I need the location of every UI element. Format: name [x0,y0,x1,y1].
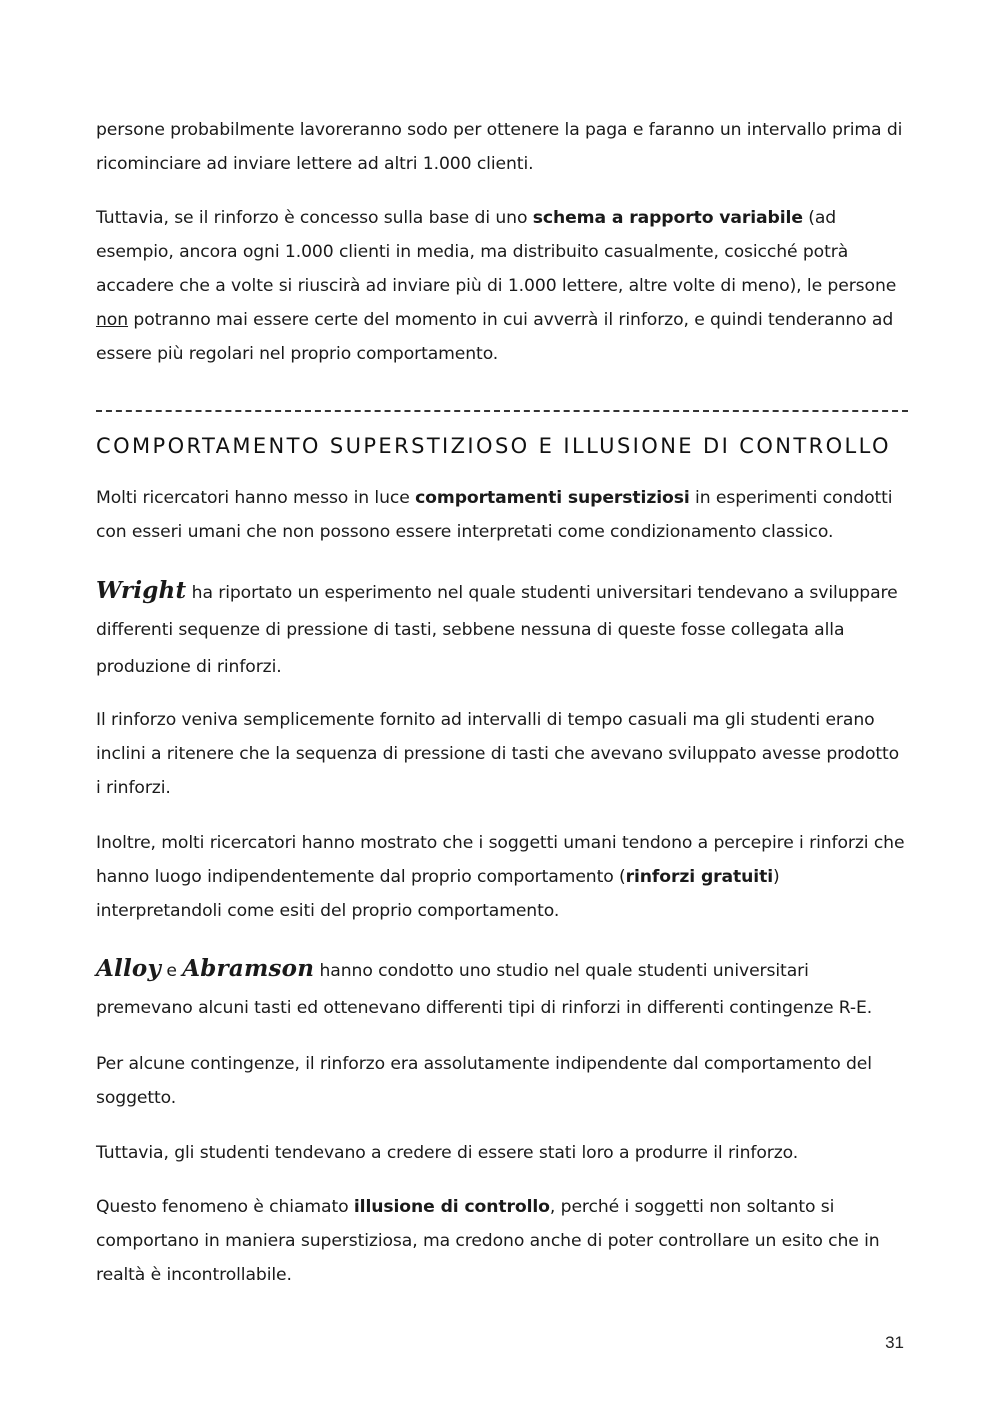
text: persone probabilmente lavoreranno sodo per ottenere la paga e faranno un intervallo prima di ricominciare ad inviare lettere ad altri 1.000 clienti. [96,120,903,174]
paragraph-variable-ratio [96,201,908,371]
underlined-word: non [96,310,129,330]
dashed-divider [96,410,908,412]
text: , perché i soggetti non soltanto si comportano in maniera superstiziosa, ma credono anche di poter controllare un esito che in realtà è incontrollabile. [96,1197,880,1285]
text: (ad esempio, ancora ogni 1.000 clienti in media, ma distribuito casualmente, cosicché potrà accadere che a volte si riuscirà ad inviare più di 1.000 lettere, altre volte di meno), le persone [96,208,897,296]
paragraph-students-belief [96,1136,908,1170]
text: Inoltre, molti ricercatori hanno mostrato che i soggetti umani tendono a percepire i rinforzi che hanno luogo indipendentemente dal proprio comportamento ( [96,833,905,887]
paragraph-contingencies [96,1047,908,1115]
text: ) interpretandoli come esiti del proprio comportamento. [96,867,780,921]
text: hanno condotto uno studio nel quale studenti universitari premevano alcuni tasti ed ottenevano differenti tipi di rinforzi in differenti contingenze R-E. [96,961,873,1018]
author-name: Wright [96,577,187,604]
paragraph-reinforcement [96,703,908,805]
paragraph-intro [96,113,908,181]
text: Questo fenomeno è chiamato [96,1197,354,1217]
page-number: 31 [885,1333,904,1352]
text: potranno mai essere certe del momento in cui avverrà il rinforzo, e quindi tenderanno ad essere più regolari nel proprio comportamento. [96,310,894,364]
text: ha riportato un esperimento nel quale studenti universitari tendevano a sviluppare differenti sequenze di pressione di tasti, sebbene nessuna di queste fosse collegata alla produzione di rinforzi. [96,583,898,677]
bold-term: illusione di controllo [353,1197,550,1217]
paragraph-superstitious [96,481,908,549]
paragraph-free-reinforcers [96,826,908,928]
text: Il rinforzo veniva semplicemente fornito ad intervalli di tempo casuali ma gli studenti erano inclini a ritenere che la sequenza di pressione di tasti che avevano sviluppato avesse prodotto i rinforzi. [96,710,900,798]
text: e [161,961,183,981]
text: Per alcune contingenze, il rinforzo era assolutamente indipendente dal comportamento del soggetto. [96,1054,872,1108]
text: in esperimenti condotti con esseri umani che non possono essere interpretati come condizionamento classico. [96,488,893,542]
paragraph-wright [96,572,908,686]
text: Tuttavia, se il rinforzo è concesso sulla base di uno [96,208,533,228]
text: Molti ricercatori hanno messo in luce [96,488,416,508]
author-name: Abramson [182,955,315,982]
section-heading: COMPORTAMENTO SUPERSTIZIOSO E ILLUSIONE DI CONTROLLO [96,434,891,458]
bold-term: schema a rapporto variabile [532,208,803,228]
author-name: Alloy [96,955,162,982]
text: Tuttavia, gli studenti tendevano a credere di essere stati loro a produrre il rinforzo. [96,1143,799,1163]
paragraph-illusion-of-control [96,1190,908,1292]
paragraph-alloy-abramson [96,950,908,1027]
bold-term: comportamenti superstiziosi [415,488,690,508]
bold-term: rinforzi gratuiti [625,867,773,887]
